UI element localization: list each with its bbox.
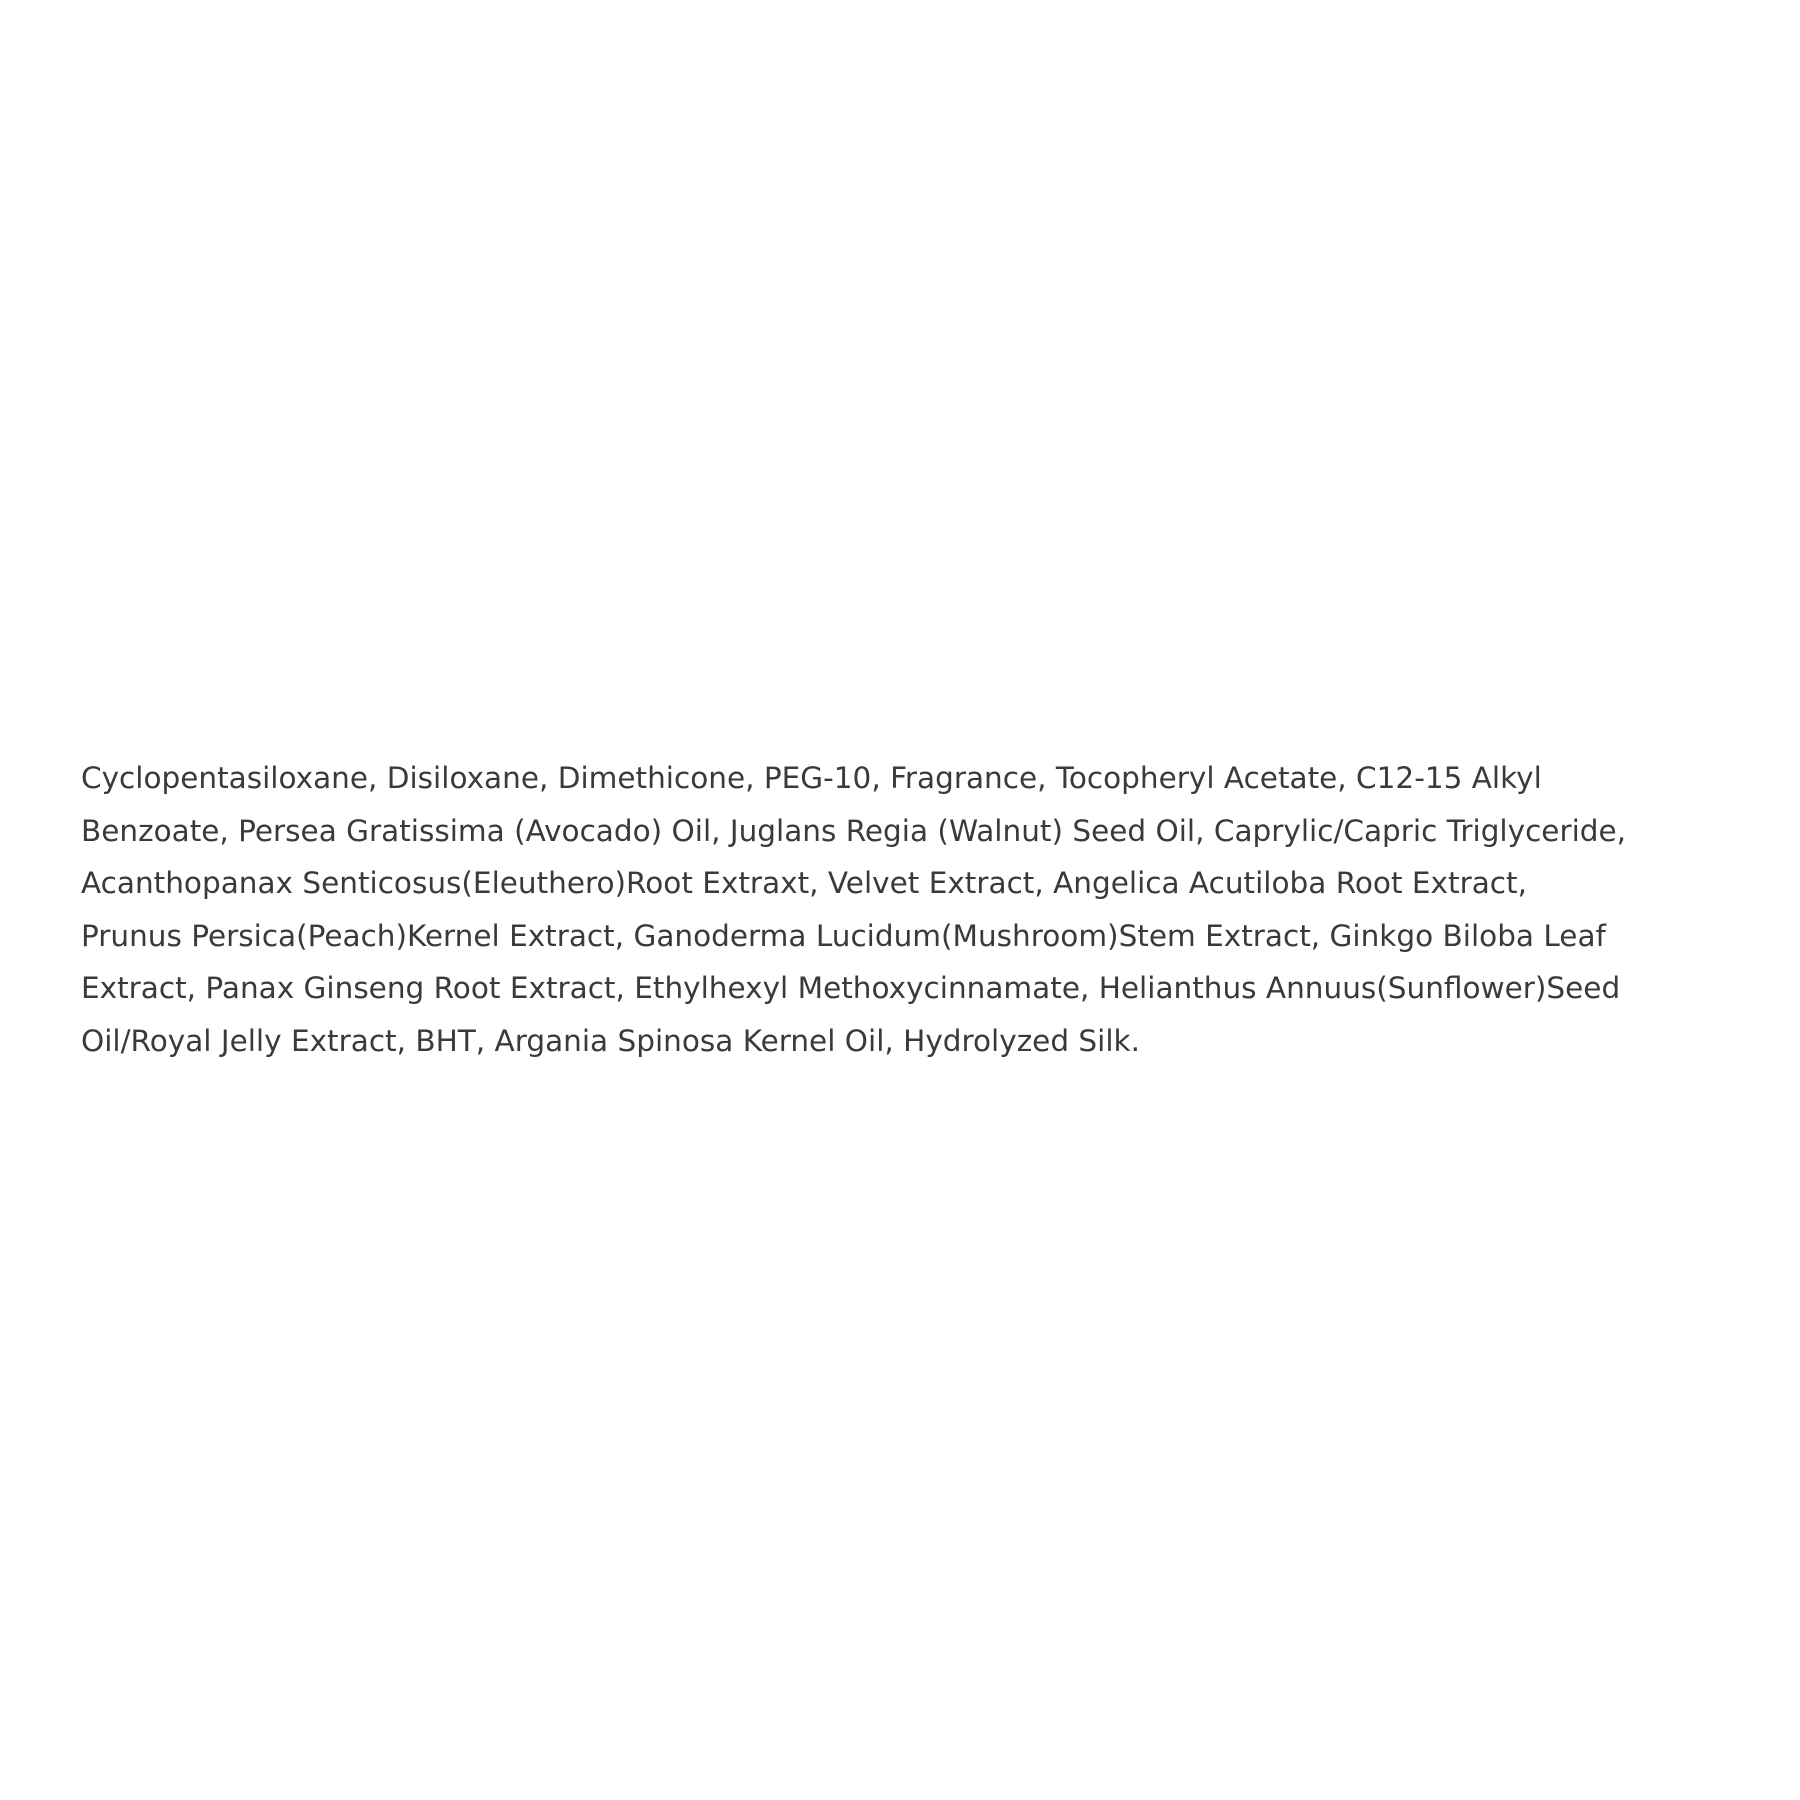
ingredients-list xyxy=(81,752,1761,1067)
ingredients-line-2: Benzoate, Persea Gratissima (Avocado) Oil, Juglans Regia (Walnut) Seed Oil, Caprylic/Capric Triglyceride, xyxy=(81,813,1627,848)
ingredients-line-4: Prunus Persica(Peach)Kernel Extract, Ganoderma Lucidum(Mushroom)Stem Extract, Ginkgo Biloba Leaf xyxy=(81,918,1606,953)
ingredients-line-5: Extract, Panax Ginseng Root Extract, Ethylhexyl Methoxycinnamate, Helianthus Annuus(Sunflower)Seed xyxy=(81,971,1621,1005)
ingredients-line-6: Oil/Royal Jelly Extract, BHT, Argania Spinosa Kernel Oil, Hydrolyzed Silk. xyxy=(81,1023,1141,1058)
ingredients-line-1: Cyclopentasiloxane, Disiloxane, Dimethicone, PEG-10, Fragrance, Tocopheryl Acetate, C12-15 Alkyl xyxy=(81,761,1542,795)
ingredients-line-3: Acanthopanax Senticosus(Eleuthero)Root Extraxt, Velvet Extract, Angelica Acutiloba Root Extract, xyxy=(81,866,1527,900)
